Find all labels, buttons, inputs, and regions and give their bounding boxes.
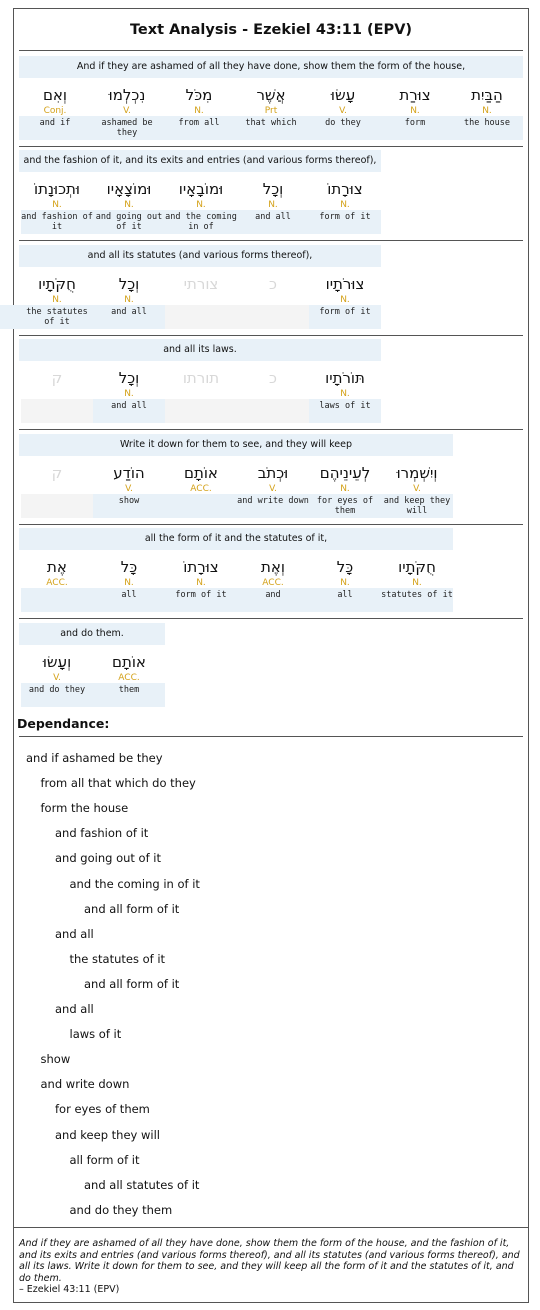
hebrew-word: וְאִם	[42, 86, 68, 104]
verse-gloss: and all its laws.	[19, 339, 381, 361]
part-of-speech: ACC.	[46, 578, 68, 588]
verse-gloss: and the fashion of it, and its exits and entries (and various forms thereof),	[19, 150, 381, 172]
hebrew-word: כ	[269, 369, 277, 387]
english-gloss: the statutes of it	[21, 305, 93, 329]
hebrew-word: חֻקֹּתָיו	[398, 558, 436, 576]
footer-reference: – Ezekiel 43:11 (EPV)	[19, 1284, 120, 1295]
dependance-item: and fashion of it	[55, 826, 149, 841]
word-cell	[21, 556, 93, 616]
english-gloss: that which	[235, 116, 307, 140]
english-gloss: and going out of it	[93, 210, 165, 234]
part-of-speech: V.	[339, 106, 347, 116]
hebrew-word: וּתְכוּנָתוֹ	[34, 180, 80, 198]
verse-gloss: all the form of it and the statutes of it,	[19, 528, 453, 550]
part-of-speech: V.	[269, 484, 277, 494]
english-gloss: all	[93, 588, 165, 612]
word-row	[19, 273, 523, 333]
hebrew-word: וְאֶת	[261, 558, 285, 576]
part-of-speech: N.	[52, 200, 62, 210]
dependance-item: and the coming in of it	[69, 876, 200, 891]
part-of-speech: V.	[413, 484, 421, 494]
part-of-speech: N.	[124, 578, 134, 588]
dependance-item: for eyes of them	[55, 1102, 150, 1117]
english-gloss: and	[237, 588, 309, 612]
verse-divider	[19, 618, 523, 619]
hebrew-word: צורתי	[183, 275, 219, 293]
part-of-speech: V.	[53, 673, 61, 683]
dependance-item: and all form of it	[84, 976, 180, 991]
part-of-speech: N.	[124, 295, 134, 305]
part-of-speech: ACC.	[190, 484, 212, 494]
dependance-item: from all that which do they	[40, 776, 196, 791]
part-of-speech: Prt	[264, 106, 278, 116]
word-cell	[165, 462, 237, 522]
hebrew-word: אוֹתָם	[112, 653, 146, 671]
english-gloss: form	[379, 116, 451, 140]
dependance-item: show	[40, 1052, 71, 1067]
english-gloss: do they	[307, 116, 379, 140]
hebrew-word: מִכֹּל	[185, 86, 213, 104]
dependance-item: and all form of it	[84, 901, 180, 916]
english-gloss	[21, 494, 93, 518]
dependance-item: and going out of it	[55, 851, 161, 866]
part-of-speech: V.	[123, 106, 131, 116]
hebrew-word: אוֹתָם	[184, 464, 218, 482]
hebrew-word: ק	[51, 464, 63, 482]
hebrew-word: וּכְתֹב	[257, 464, 289, 482]
word-cell	[309, 367, 381, 427]
word-cell	[93, 556, 165, 616]
verse-divider	[19, 240, 523, 241]
hebrew-word: כָּל	[120, 558, 138, 576]
word-cell	[235, 84, 307, 144]
word-row	[19, 178, 523, 238]
hebrew-word: צוּרַת	[399, 86, 431, 104]
english-gloss	[237, 399, 309, 423]
title-divider	[19, 50, 523, 51]
dependance-item: laws of it	[69, 1027, 122, 1042]
word-cell	[381, 462, 453, 522]
part-of-speech: N.	[124, 200, 134, 210]
word-cell	[21, 273, 93, 333]
verse-gloss: and do them.	[19, 623, 165, 645]
part-of-speech: ACC.	[262, 578, 284, 588]
word-cell	[379, 84, 451, 144]
english-gloss	[21, 399, 93, 423]
english-gloss: statutes of it	[381, 588, 453, 612]
hebrew-word: וְכָל	[118, 369, 140, 387]
hebrew-word: אֲשֶׁר	[256, 86, 286, 104]
hebrew-word: וְיִשְׁמְרוּ	[396, 464, 438, 482]
english-gloss: form of it	[309, 305, 381, 329]
dependance-divider	[19, 736, 523, 737]
dependance-item: and do they them	[69, 1202, 173, 1217]
english-gloss	[237, 305, 309, 329]
word-cell	[93, 462, 165, 522]
word-cell	[237, 273, 309, 333]
part-of-speech: N.	[340, 578, 350, 588]
verse-gloss: Write it down for them to see, and they will keep	[19, 434, 453, 456]
verse-divider	[19, 524, 523, 525]
english-gloss	[165, 399, 237, 423]
word-row	[19, 367, 523, 427]
dependance-item: and all	[55, 926, 94, 941]
english-gloss	[165, 305, 237, 329]
english-gloss: and if	[19, 116, 91, 140]
hebrew-word: צוּרֹתָיו	[325, 275, 365, 293]
hebrew-word: וּמוֹצָאָיו	[106, 180, 152, 198]
english-gloss: and fashion of it	[21, 212, 93, 232]
word-cell	[165, 178, 237, 238]
hebrew-word: צוּרָתוֹ	[183, 558, 219, 576]
dependance-item: and keep they will	[55, 1127, 160, 1142]
part-of-speech: ACC.	[118, 673, 140, 683]
word-cell	[309, 462, 381, 522]
english-gloss: from all	[163, 116, 235, 140]
word-cell	[91, 84, 163, 144]
word-row	[19, 84, 523, 144]
part-of-speech: N.	[196, 200, 206, 210]
word-cell	[237, 462, 309, 522]
hebrew-word: כ	[269, 275, 277, 293]
english-gloss: for eyes of them	[309, 494, 381, 518]
word-cell	[21, 367, 93, 427]
word-row	[19, 651, 523, 711]
hebrew-word: אֶת	[47, 558, 67, 576]
part-of-speech: Conj.	[43, 106, 67, 116]
word-cell	[309, 178, 381, 238]
word-cell	[93, 367, 165, 427]
hebrew-word: ק	[51, 369, 63, 387]
part-of-speech: N.	[340, 389, 350, 399]
part-of-speech: N.	[410, 106, 420, 116]
word-cell	[309, 273, 381, 333]
english-gloss: the house	[451, 116, 523, 140]
hebrew-word: וּמוֹבָאָיו	[178, 180, 224, 198]
english-gloss: all	[309, 588, 381, 612]
word-cell	[381, 556, 453, 616]
english-gloss: and the coming in of	[165, 212, 237, 232]
hebrew-word: תורתו	[182, 369, 220, 387]
hebrew-word: תּוֹרֹתָיו	[325, 369, 365, 387]
dependance-item: and all statutes of it	[84, 1177, 200, 1192]
english-gloss	[21, 588, 93, 612]
english-gloss: and keep they will	[381, 494, 453, 518]
verse-gloss: and all its statutes (and various forms thereof),	[19, 245, 381, 267]
hebrew-word: לְעֵינֵיהֶם	[319, 464, 371, 482]
english-gloss: ashamed be they	[91, 116, 163, 140]
verse-footer	[14, 1227, 528, 1296]
word-cell	[451, 84, 523, 144]
hebrew-word: עָשׂוּ	[330, 86, 356, 104]
hebrew-word: הוֹדַע	[113, 464, 145, 482]
word-cell	[93, 651, 165, 711]
part-of-speech: N.	[124, 389, 134, 399]
page-title: Text Analysis - Ezekiel 43:11 (EPV)	[129, 22, 413, 38]
word-cell	[21, 651, 93, 711]
footer-text: And if they are ashamed of all they have done, show them the form of the house, and the fashion of it, and its exits and entries (and various forms thereof), and all its statutes (and various forms thereof), and all its laws. Write it down for them to see, and they will keep all the form of it and the statutes of it, and do them.	[19, 1238, 520, 1284]
hebrew-word: נִכְלְמוּ	[108, 86, 146, 104]
dependance-item: and all	[55, 1002, 94, 1016]
hebrew-word: כָּל	[336, 558, 354, 576]
part-of-speech: N.	[196, 578, 206, 588]
verse-divider	[19, 146, 523, 147]
word-cell	[165, 556, 237, 616]
hebrew-word: הַבַּיִת	[471, 86, 503, 104]
word-cell	[93, 273, 165, 333]
verse-divider	[19, 429, 523, 430]
part-of-speech: V.	[125, 484, 133, 494]
word-cell	[165, 273, 237, 333]
word-cell	[93, 178, 165, 238]
dependance-item: the statutes of it	[69, 951, 166, 966]
verse-gloss: And if they are ashamed of all they have done, show them the form of the house,	[19, 56, 523, 78]
dependance-item: all form of it	[69, 1152, 140, 1167]
part-of-speech: N.	[194, 106, 204, 116]
part-of-speech: N.	[340, 295, 350, 305]
word-cell	[237, 178, 309, 238]
english-gloss: and write down	[237, 494, 309, 518]
hebrew-word	[0, 273, 21, 295]
english-gloss: laws of it	[309, 399, 381, 423]
verse-divider	[19, 335, 523, 336]
word-row	[19, 556, 523, 616]
english-gloss: show	[93, 494, 165, 518]
word-cell	[165, 367, 237, 427]
word-cell	[307, 84, 379, 144]
hebrew-word: וְעָשׂוּ	[42, 653, 72, 671]
part-of-speech: N.	[340, 200, 350, 210]
dependance-item: and write down	[40, 1077, 130, 1092]
english-gloss: and all	[93, 399, 165, 423]
english-gloss	[165, 494, 237, 518]
english-gloss: and do they	[21, 683, 93, 707]
word-cell	[19, 84, 91, 144]
dependance-item: form the house	[40, 801, 129, 816]
english-gloss	[0, 305, 21, 329]
part-of-speech: N.	[412, 578, 422, 588]
analysis-frame	[13, 8, 529, 1303]
part-of-speech: N.	[340, 484, 350, 494]
dependance-item: and if ashamed be they	[26, 751, 163, 765]
word-cell	[237, 367, 309, 427]
english-gloss: form of it	[309, 210, 381, 234]
word-cell	[21, 178, 93, 238]
word-cell	[21, 462, 93, 522]
word-cell	[309, 556, 381, 616]
word-cell	[237, 556, 309, 616]
hebrew-word: וְכָל	[118, 275, 140, 293]
word-cell	[163, 84, 235, 144]
hebrew-word: חֻקֹּתָיו	[38, 275, 76, 293]
dependance-title: Dependance:	[17, 716, 110, 731]
hebrew-word: צוּרָתוֹ	[327, 180, 363, 198]
english-gloss: them	[93, 683, 165, 707]
part-of-speech: N.	[482, 106, 492, 116]
english-gloss: and all	[93, 305, 165, 329]
hebrew-word: וְכָל	[262, 180, 284, 198]
part-of-speech: N.	[52, 295, 62, 305]
english-gloss: and all	[237, 210, 309, 234]
english-gloss: form of it	[165, 588, 237, 612]
word-cell	[0, 273, 21, 333]
word-row	[19, 462, 523, 522]
part-of-speech: N.	[268, 200, 278, 210]
